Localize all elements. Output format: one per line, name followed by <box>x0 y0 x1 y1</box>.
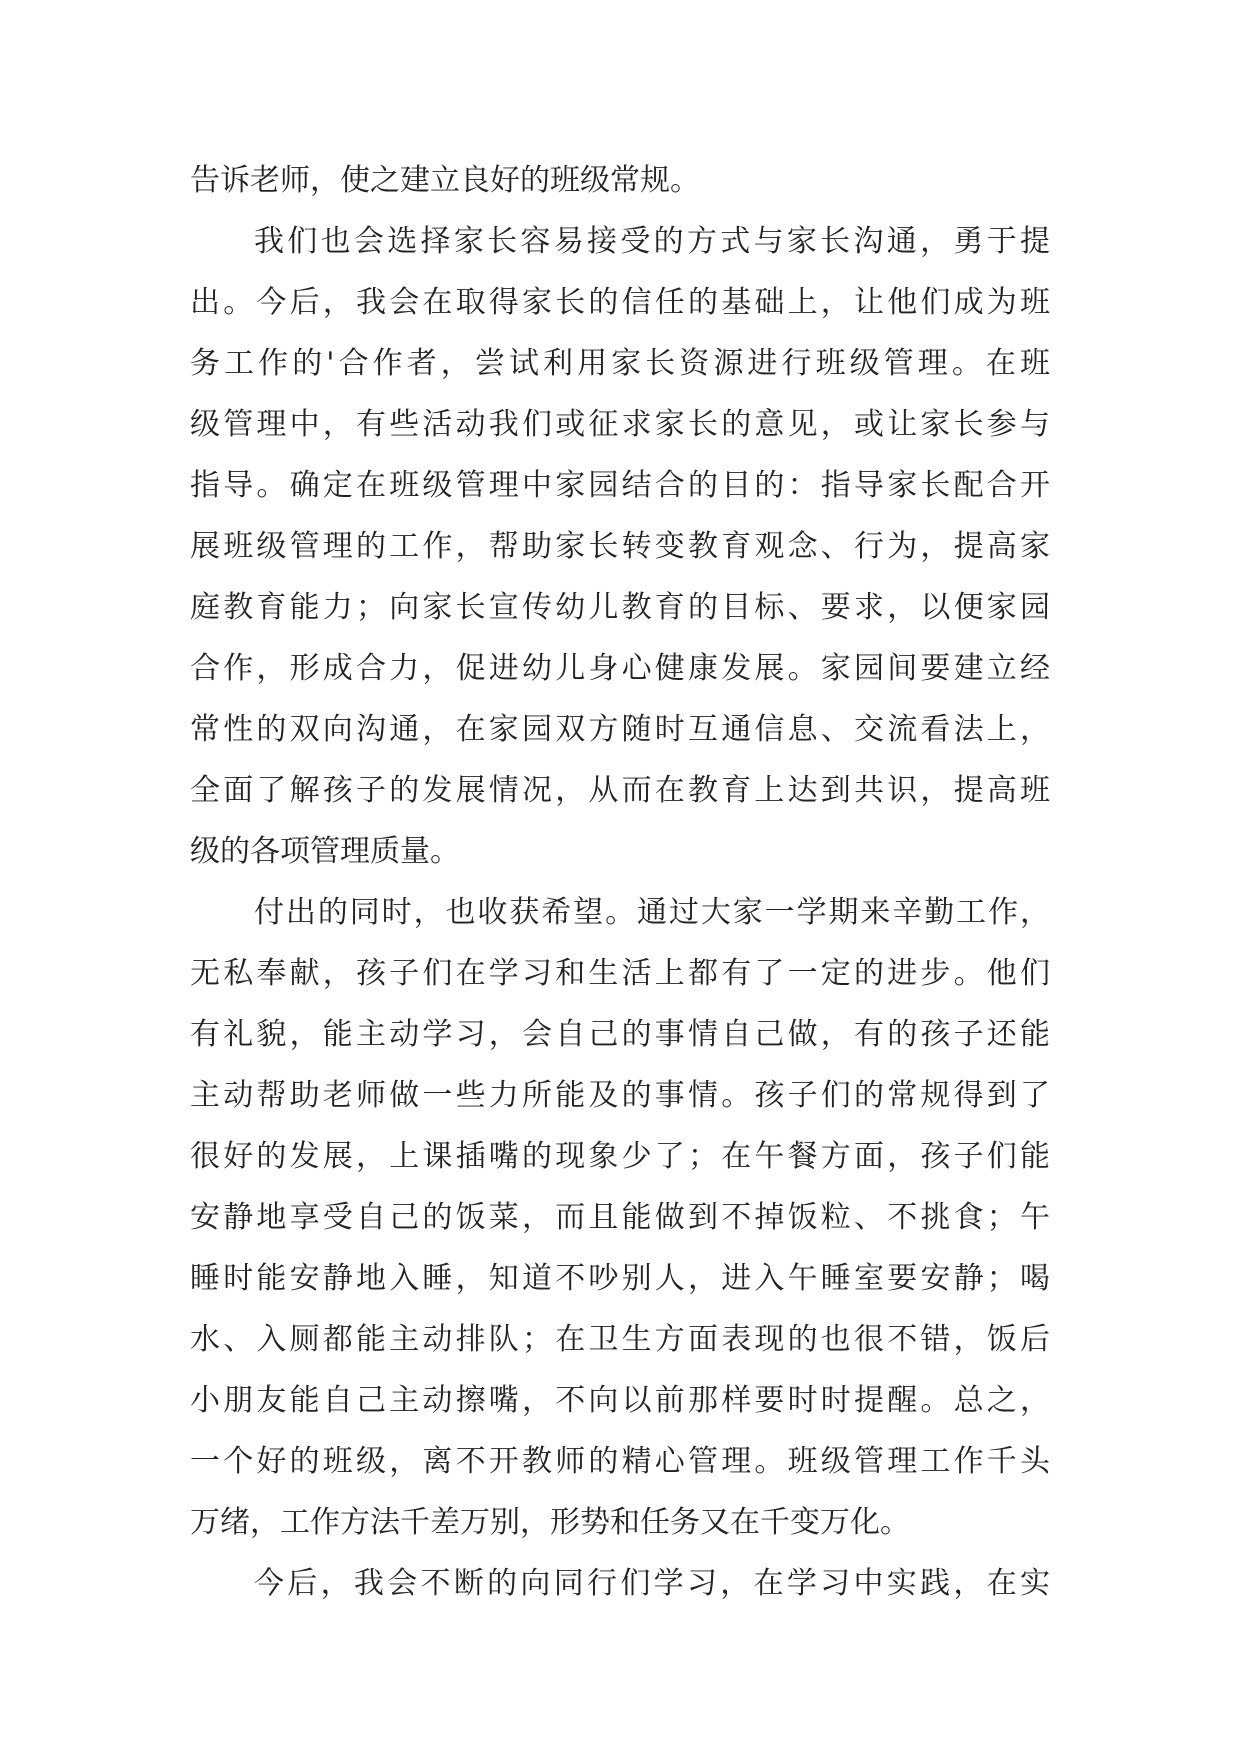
text-line: 万绪，工作方法千差万别，形势和任务又在千变万化。 <box>190 1505 910 1540</box>
text-line: 展班级管理的工作，帮助家长转变教育观念、行为，提高家 <box>190 529 1050 564</box>
text-line: 安静地享受自己的饭菜，而且能做到不掉饭粒、不挑食；午 <box>190 1200 1050 1235</box>
text-line: 级管理中，有些活动我们或征求家长的意见，或让家长参与 <box>190 407 1050 442</box>
text-line: 级的各项管理质量。 <box>190 834 460 869</box>
text-line: 水、入厕都能主动排队；在卫生方面表现的也很不错，饭后 <box>190 1322 1050 1357</box>
text-line: 有礼貌，能主动学习，会自己的事情自己做，有的孩子还能 <box>190 1017 1050 1052</box>
text-line: 指导。确定在班级管理中家园结合的目的：指导家长配合开 <box>190 468 1050 503</box>
paragraph-first-line: 我们也会选择家长容易接受的方式与家长沟通，勇于提 <box>254 224 1050 259</box>
text-line: 睡时能安静地入睡，知道不吵别人，进入午睡室要安静；喝 <box>190 1261 1050 1296</box>
text-line: 主动帮助老师做一些力所能及的事情。孩子们的常规得到了 <box>190 1078 1050 1113</box>
text-line: 常性的双向沟通，在家园双方随时互通信息、交流看法上， <box>190 712 1050 747</box>
text-line: 小朋友能自己主动擦嘴，不向以前那样要时时提醒。总之， <box>190 1383 1050 1418</box>
text-line: 全面了解孩子的发展情况，从而在教育上达到共识，提高班 <box>190 773 1050 808</box>
text-line: 无私奉献，孩子们在学习和生活上都有了一定的进步。他们 <box>190 956 1050 991</box>
text-line: 合作，形成合力，促进幼儿身心健康发展。家园间要建立经 <box>190 651 1050 686</box>
text-line: 一个好的班级，离不开教师的精心管理。班级管理工作千头 <box>190 1444 1050 1479</box>
paragraph-first-line: 付出的同时，也收获希望。通过大家一学期来辛勤工作， <box>254 895 1050 930</box>
text-line: 出。今后，我会在取得家长的信任的基础上，让他们成为班 <box>190 285 1050 320</box>
text-line: 务工作的'合作者，尝试利用家长资源进行班级管理。在班 <box>190 346 1050 381</box>
text-line: 告诉老师，使之建立良好的班级常规。 <box>190 163 700 198</box>
paragraph-first-line: 今后，我会不断的向同行们学习，在学习中实践，在实 <box>254 1566 1050 1601</box>
text-line: 很好的发展，上课插嘴的现象少了；在午餐方面，孩子们能 <box>190 1139 1050 1174</box>
text-line: 庭教育能力；向家长宣传幼儿教育的目标、要求，以便家园 <box>190 590 1050 625</box>
body-text <box>190 150 1050 1614</box>
